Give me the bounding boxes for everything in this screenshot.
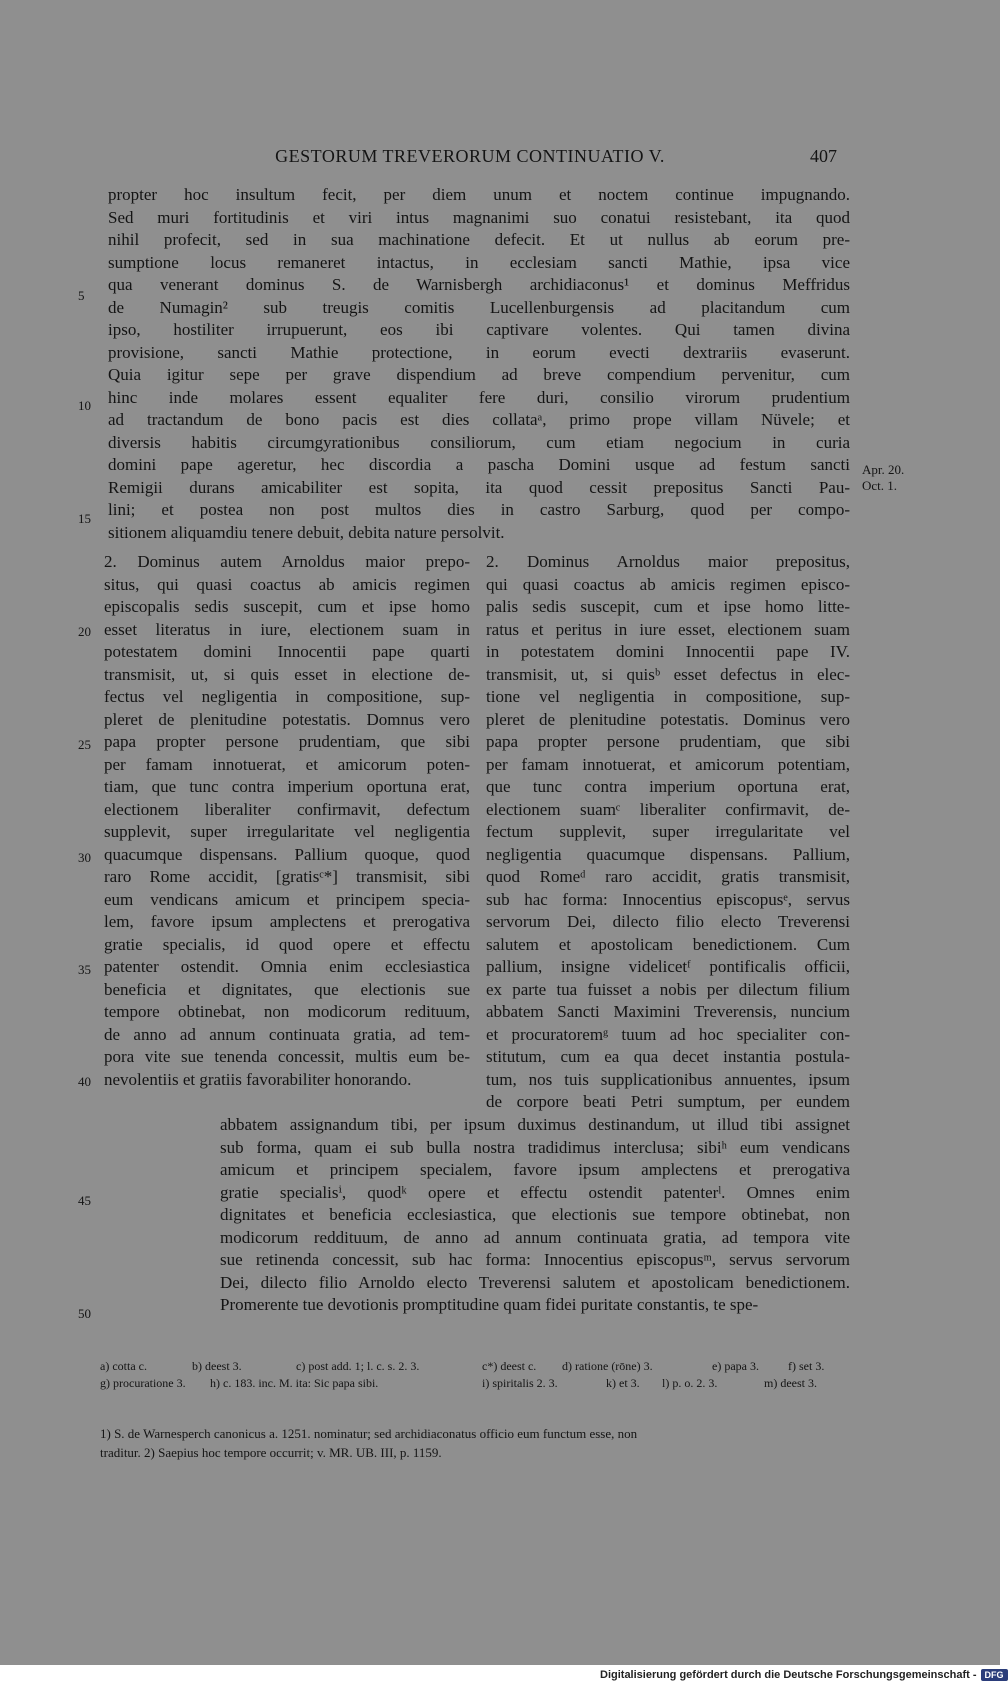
dfg-logo: DFG	[981, 1669, 1008, 1681]
left-column-line: tiam, que tunc contra imperium oportuna erat,	[104, 777, 470, 796]
right-column-line: stitutum, cum ea qua decet instantia postula-	[486, 1047, 850, 1066]
variant-note: e) papa 3.	[712, 1359, 759, 1373]
variant-note: i) spiritalis 2. 3.	[482, 1376, 558, 1390]
bottom-line: Promerente tue devotionis promptitudine quam fidei puritate constantis, te spe-	[220, 1295, 759, 1314]
left-column-line: pleret de plenitudine potestatis. Domnus vero	[104, 709, 470, 729]
body-line: diversis habitis circumgyrationibus consiliorum, cum etiam negocium in curia	[108, 432, 850, 452]
body-line: hinc inde molares essent equaliter fere duri, consilio virorum prudentium	[108, 387, 850, 407]
left-column-line: raro Rome accidit, [gratisᶜ*] transmisit, sibi	[104, 867, 470, 886]
variant-note: h) c. 183. inc. M. ita: Sic papa sibi.	[210, 1376, 379, 1390]
right-column-line: sub hac forma: Innocentius episcopusᵉ, servus	[486, 889, 850, 909]
body-line: sitionem aliquamdiu tenere debuit, debita nature persolvit.	[108, 522, 505, 542]
line-number: 15	[78, 511, 91, 526]
bottom-line: modicorum reddituum, de anno ad annum continuata gratia, ad tempora vite	[220, 1227, 850, 1247]
body-line: ipso, hostiliter irrupuerunt, eos ibi captivare volentes. Qui tamen divina	[108, 320, 850, 339]
left-column-line: beneficia et dignitates, que electionis sue	[104, 979, 470, 999]
right-column-line: transmisit, ut, si quisᵇ esset defectus in elec-	[486, 664, 850, 684]
line-number: 20	[78, 624, 91, 639]
bottom-line: Dei, dilecto filio Arnoldo electo Treverensi salutem et apostolicam benedictionem.	[220, 1272, 850, 1292]
left-column-line: de anno ad annum continuata gratia, ad tem-	[104, 1024, 470, 1044]
right-column-line: fectum supplevit, super irregularitate vel	[486, 822, 850, 841]
left-column-line: supplevit, super irregularitate vel negligentia	[104, 822, 470, 841]
footnote-2: traditur. 2) Saepius hoc tempore occurrit; v. MR. UB. III, p. 1159.	[100, 1445, 442, 1460]
body-line: Sed muri fortitudinis et viri intus magnanimi suo conatui resistebant, ita quod	[108, 207, 850, 227]
running-title: GESTORUM TREVERORUM CONTINUATIO V.	[275, 146, 665, 166]
body-line: sumptione locus remaneret intactus, in ecclesiam sancti Mathie, ipsa vice	[108, 252, 850, 272]
right-column-line: qui quasi coactus ab amicis regimen episco-	[486, 574, 850, 594]
body-line: domini pape ageretur, hec discordia a pascha Domini usque ad festum sancti	[108, 455, 850, 474]
right-column-line: per famam innotuerat, et amicorum potentiam,	[486, 754, 850, 774]
line-number: 35	[78, 962, 91, 977]
left-column-line: 2. Dominus autem Arnoldus maior prepo-	[104, 552, 470, 571]
dfg-credit-text: Digitalisierung gefördert durch die Deutsche Forschungsgemeinschaft -	[600, 1669, 977, 1681]
variant-note: k) et 3.	[606, 1376, 640, 1390]
variant-note: g) procuratione 3.	[100, 1376, 186, 1390]
left-column-line: quacumque dispensans. Pallium quoque, quod	[104, 844, 470, 864]
right-column-line: ex parte tua fuisset a nobis per dilectum filium	[486, 979, 850, 999]
bottom-line: sub forma, quam ei sub bulla nostra tradidimus interclusa; sibiʰ eum vendicans	[220, 1137, 850, 1157]
variant-note: f) set 3.	[788, 1359, 825, 1373]
line-number: 50	[78, 1306, 91, 1321]
variant-note: c) post add. 1; l. c. s. 2. 3.	[296, 1359, 420, 1373]
right-column-line: tum, nos tuis supplicationibus annuentes, ipsum	[486, 1069, 850, 1089]
variant-note: b) deest 3.	[192, 1359, 242, 1373]
line-number: 40	[78, 1074, 91, 1089]
right-column-line: que tunc contra imperium oportuna erat,	[486, 777, 850, 796]
line-number: 5	[78, 288, 85, 303]
left-column-line: gratie specialis, id quod opere et effectu	[104, 934, 470, 954]
left-column-line: esset literatus in iure, electionem suam in	[104, 619, 470, 639]
right-column-line: in potestatem domini Innocentii pape IV.	[486, 642, 850, 661]
left-column-line: patenter ostendit. Omnia enim ecclesiastica	[104, 957, 470, 976]
body-line: lini; et postea non post multos dies in castro Sarburg, quod per compo-	[108, 500, 850, 519]
left-column-line: per famam innotuerat, et amicorum poten-	[104, 754, 470, 774]
right-column-line: servorum Dei, dilecto filio electo Treverensi	[486, 912, 850, 931]
bottom-line: sue retinenda concessit, sub hac forma: Innocentius episcopusᵐ, servus servorum	[220, 1250, 850, 1269]
right-column-line: tione vel negligentia in compositione, sup-	[486, 687, 850, 706]
variant-note: c*) deest c.	[482, 1359, 537, 1373]
right-column-line: ratus et peritus in iure esset, electionem suam	[486, 619, 850, 639]
left-column-line: papa propter persone prudentiam, que sibi	[104, 732, 470, 751]
variant-note: d) ratione (rōne) 3.	[562, 1359, 653, 1373]
left-column-line: situs, qui quasi coactus ab amicis regimen	[104, 574, 470, 594]
left-column-line: potestatem domini Innocentii pape quarti	[104, 642, 470, 661]
right-column-line: pleret de plenitudine potestatis. Dominus vero	[486, 709, 850, 729]
left-column-line: fectus vel negligentia in compositione, sup-	[104, 687, 470, 706]
margin-date-1: Apr. 20.	[862, 462, 905, 477]
footnote-1: 1) S. de Warnesperch canonicus a. 1251. nominatur; sed archidiaconatus officio eum functum esse, non	[100, 1426, 638, 1441]
line-number: 30	[78, 850, 91, 865]
line-number: 10	[78, 398, 91, 413]
body-line: Remigii durans amicabiliter est sopita, ita quod cessit prepositus Sancti Pau-	[108, 477, 850, 497]
variant-note: m) deest 3.	[764, 1376, 817, 1390]
right-column-line: 2. Dominus Arnoldus maior prepositus,	[486, 552, 850, 571]
right-column-line: quod Romeᵈ raro accidit, gratis transmisit,	[486, 867, 850, 886]
body-line: nihil profecit, sed in sua machinatione defecit. Et ut nullus ab eorum pre-	[108, 230, 850, 249]
right-column-line: et procuratoremᵍ tuum ad hoc specialiter con-	[486, 1024, 850, 1044]
left-column-line: episcopalis sedis suscepit, cum et ipse homo	[104, 597, 470, 616]
left-column-line: transmisit, ut, si quis esset in electione de-	[104, 664, 470, 684]
line-number: 25	[78, 737, 91, 752]
body-line: qua venerant dominus S. de Warnisbergh archidiaconus¹ et dominus Meffridus	[108, 275, 850, 294]
left-column-line: lem, favore ipsum amplectens et prerogativa	[104, 912, 470, 931]
margin-date-2: Oct. 1.	[862, 478, 898, 493]
bottom-line: dignitates et beneficia ecclesiastica, que electionis sue tempore obtinebat, non	[220, 1205, 850, 1224]
right-column-line: abbatem Sancti Maximini Treverensis, nuncium	[486, 1002, 850, 1021]
right-column-line: pallium, insigne videlicetᶠ pontificalis officii,	[486, 957, 850, 976]
body-line: propter hoc insultum fecit, per diem unum et noctem continue impugnando.	[108, 185, 850, 204]
right-column-line: negligentia quacumque dispensans. Pallium,	[486, 844, 850, 864]
right-column-line: salutem et apostolicam benedictionem. Cum	[486, 934, 850, 954]
right-column-line: palis sedis suscepit, cum et ipse homo litte-	[486, 597, 850, 616]
line-number: 45	[78, 1193, 91, 1208]
left-column-line: tempore obtinebat, non modicorum redituum,	[104, 1002, 470, 1021]
bottom-line: abbatem assignandum tibi, per ipsum duximus destinandum, ut illud tibi assignet	[220, 1115, 850, 1134]
variant-note: l) p. o. 2. 3.	[662, 1376, 718, 1390]
page-number: 407	[810, 146, 837, 166]
body-line: provisione, sancti Mathie protectione, in eorum evecti dextrariis evaserunt.	[108, 342, 850, 362]
right-column-line: de corpore beati Petri sumptum, per eundem	[486, 1092, 850, 1111]
left-column-line: pora vite sue tenenda concessit, multis eum be-	[104, 1047, 470, 1066]
left-column-line: eum vendicans amicum et principem specia-	[104, 889, 470, 909]
right-column-line: electionem suamᶜ liberaliter confirmavit, de-	[486, 799, 850, 819]
body-line: Quia igitur sepe per grave dispendium ad breve compendium pervenitur, cum	[108, 365, 850, 384]
bottom-line: gratie specialisⁱ, quodᵏ opere et effectu ostendit patenterˡ. Omnes enim	[220, 1182, 850, 1202]
bottom-line: amicum et principem specialem, favore ipsum amplectens et prerogativa	[220, 1160, 850, 1179]
variant-note: a) cotta c.	[100, 1359, 147, 1373]
body-line: de Numagin² sub treugis comitis Lucellenburgensis ad placitandum cum	[108, 297, 850, 317]
right-column-line: papa propter persone prudentiam, que sibi	[486, 732, 850, 751]
left-column-line: electionem liberaliter confirmavit, defectum	[104, 799, 470, 819]
left-column-line: nevolentiis et gratiis favorabiliter honorando.	[104, 1069, 412, 1089]
dfg-credit	[600, 1669, 1004, 1689]
body-line: ad tractandum de bono pacis est dies collataᵃ, primo prope villam Nüvele; et	[108, 410, 850, 429]
